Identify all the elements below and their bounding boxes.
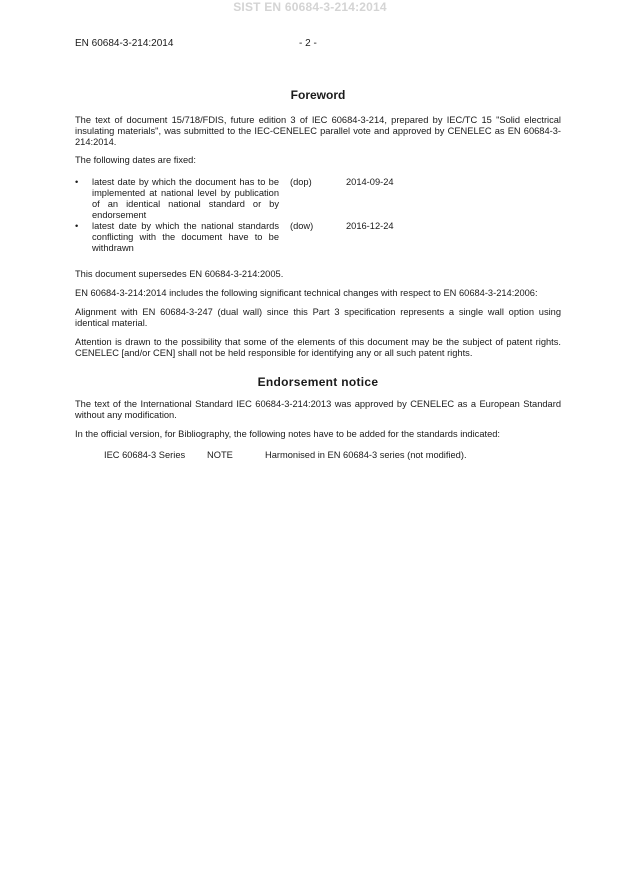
date-item-code: (dop) xyxy=(290,177,312,187)
date-item-dow xyxy=(75,221,561,254)
bullet-icon: • xyxy=(75,221,79,231)
foreword-paragraph-2: The following dates are fixed: xyxy=(75,155,196,165)
watermark: SIST EN 60684-3-214:2014 xyxy=(233,0,387,14)
foreword-paragraph-4: EN 60684-3-214:2014 includes the following significant technical changes with respect to EN 60684-3-214:2006: xyxy=(75,288,538,298)
note-text: Harmonised in EN 60684-3 series (not modified). xyxy=(265,450,467,460)
foreword-paragraph-5: Alignment with EN 60684-3-247 (dual wall) since this Part 3 specification represents a single wall option using identical material. xyxy=(75,307,561,328)
date-item-code: (dow) xyxy=(290,221,314,231)
note-label: NOTE xyxy=(207,450,233,460)
foreword-paragraph-1: The text of document 15/718/FDIS, future edition 3 of IEC 60684-3-214, prepared by IEC/TC 15 "Solid electrical insulating materials", was submitted to the IEC-CENELEC parallel vote and approved by CENELEC as EN 60684-3-214:2014. xyxy=(75,115,561,147)
bibliography-note xyxy=(104,450,561,461)
foreword-paragraph-6: Attention is drawn to the possibility that some of the elements of this document may be the subject of patent rights. CENELEC [and/or CEN] shall not be held responsible for identifying any or all such patent rights. xyxy=(75,337,561,358)
page-content xyxy=(75,88,561,461)
note-standard: IEC 60684-3 Series xyxy=(104,450,186,460)
date-item-text: latest date by which the document has to be implemented at national level by publication of an identical national standard or by endorsement xyxy=(92,177,279,220)
endorsement-title: Endorsement notice xyxy=(257,375,379,389)
foreword-paragraph-3: This document supersedes EN 60684-3-214:2005. xyxy=(75,269,284,279)
header-document-id: EN 60684-3-214:2014 xyxy=(75,38,174,49)
endorsement-paragraph-2: In the official version, for Bibliography, the following notes have to be added for the standards indicated: xyxy=(75,429,500,439)
header-page-number: - 2 - xyxy=(299,38,317,49)
bullet-icon: • xyxy=(75,177,79,187)
foreword-title: Foreword xyxy=(290,88,346,102)
date-item-dop xyxy=(75,177,561,221)
date-item-text: latest date by which the national standards conflicting with the document have to be withdrawn xyxy=(92,221,279,253)
date-item-date: 2014-09-24 xyxy=(346,177,394,187)
endorsement-paragraph-1: The text of the International Standard IEC 60684-3-214:2013 was approved by CENELEC as a European Standard without any modification. xyxy=(75,399,561,420)
date-item-date: 2016-12-24 xyxy=(346,221,394,231)
